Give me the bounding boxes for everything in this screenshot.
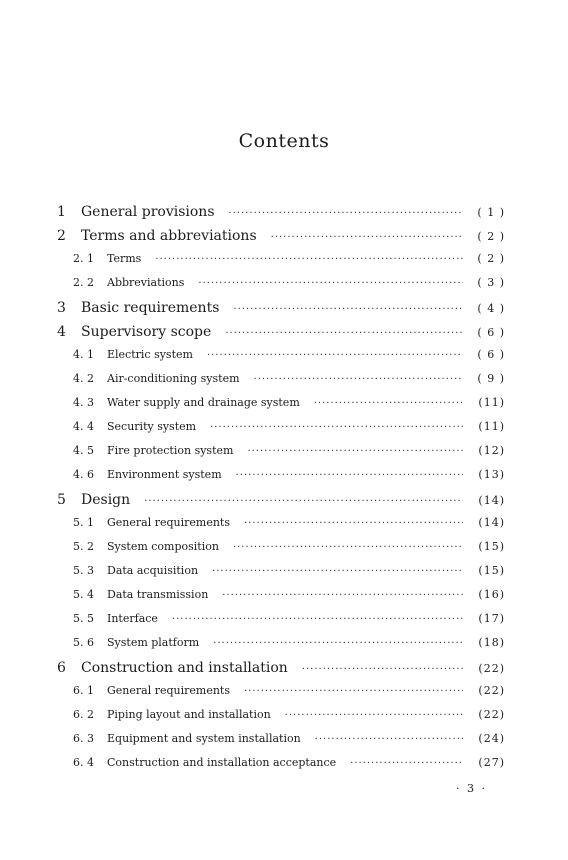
toc-title: Equipment and system installation <box>107 732 301 745</box>
toc-title: Construction and installation <box>81 660 288 676</box>
dot-leader <box>155 254 463 265</box>
toc-entry-6-1[interactable] <box>57 684 505 708</box>
toc-title: Terms and abbreviations <box>81 228 257 244</box>
toc-title: Electric system <box>107 348 193 361</box>
toc-page: (11) <box>478 420 505 433</box>
toc-page: ( 3 ) <box>477 276 505 289</box>
toc-title: Security system <box>107 420 197 433</box>
toc-title: Air-conditioning system <box>107 372 240 385</box>
toc-number: 4. 5 <box>73 444 94 457</box>
toc-entry-6-4[interactable] <box>57 756 505 780</box>
toc-number: 6 <box>57 660 66 676</box>
toc-number: 5 <box>57 492 66 508</box>
toc-number: 5. 1 <box>73 516 94 529</box>
dot-leader <box>198 278 463 289</box>
toc-entry-1[interactable] <box>57 204 505 228</box>
toc-page: (14) <box>478 494 505 507</box>
toc-entry-4-2[interactable] <box>57 372 505 396</box>
dot-leader <box>210 422 463 433</box>
dot-leader <box>233 304 463 315</box>
toc-entry-5-5[interactable] <box>57 612 505 636</box>
dot-leader <box>350 758 463 769</box>
toc-number: 3 <box>57 300 66 316</box>
toc-title: Interface <box>107 612 158 625</box>
toc-page: (24) <box>478 732 505 745</box>
toc-number: 4. 6 <box>73 468 94 481</box>
toc-title: Design <box>81 492 131 508</box>
toc-page: (22) <box>478 662 505 675</box>
toc-entry-4-5[interactable] <box>57 444 505 468</box>
toc-page: ( 2 ) <box>477 252 505 265</box>
toc-title: Construction and installation acceptance <box>107 756 337 769</box>
toc-number: 5. 3 <box>73 564 94 577</box>
toc-entry-6-3[interactable] <box>57 732 505 756</box>
toc-number: 4. 3 <box>73 396 94 409</box>
dot-leader <box>207 350 463 361</box>
dot-leader <box>236 470 463 481</box>
toc-title: Environment system <box>107 468 222 481</box>
toc-page: (12) <box>478 444 505 457</box>
toc-title: Data transmission <box>107 588 209 601</box>
toc-title: System platform <box>107 636 200 649</box>
toc-number: 5. 4 <box>73 588 94 601</box>
toc-entry-2-1[interactable] <box>57 252 505 276</box>
dot-leader <box>302 664 463 675</box>
toc-page: (15) <box>478 540 505 553</box>
toc-number: 4. 4 <box>73 420 94 433</box>
toc-title: Water supply and drainage system <box>107 396 300 409</box>
toc-number: 6. 2 <box>73 708 94 721</box>
toc-title: Terms <box>107 252 142 265</box>
toc-page: (13) <box>478 468 505 481</box>
toc-title: General requirements <box>107 516 230 529</box>
toc-number: 1 <box>57 204 66 220</box>
toc-entry-6[interactable] <box>57 660 505 684</box>
toc-entry-4[interactable] <box>57 324 505 348</box>
toc-page: (11) <box>478 396 505 409</box>
toc-number: 6. 3 <box>73 732 94 745</box>
toc-entry-5[interactable] <box>57 492 505 516</box>
toc-number: 4. 2 <box>73 372 94 385</box>
toc-number: 6. 1 <box>73 684 94 697</box>
toc-page: (17) <box>478 612 505 625</box>
toc-page: (27) <box>478 756 505 769</box>
toc-page: ( 1 ) <box>477 206 505 219</box>
dot-leader <box>213 638 463 649</box>
toc-page: ( 6 ) <box>477 348 505 361</box>
dot-leader <box>285 710 463 721</box>
toc-title: Basic requirements <box>81 300 220 316</box>
toc-title: Fire protection system <box>107 444 234 457</box>
toc-title: System composition <box>107 540 219 553</box>
dot-leader <box>247 446 463 457</box>
dot-leader <box>314 398 463 409</box>
toc-page: (16) <box>478 588 505 601</box>
toc-entry-2[interactable] <box>57 228 505 252</box>
toc-number: 5. 6 <box>73 636 94 649</box>
toc-number: 2 <box>57 228 66 244</box>
toc-entry-3[interactable] <box>57 300 505 324</box>
toc-entry-6-2[interactable] <box>57 708 505 732</box>
toc-title: Abbreviations <box>107 276 185 289</box>
toc-entry-4-1[interactable] <box>57 348 505 372</box>
dot-leader <box>244 686 463 697</box>
toc-number: 2. 2 <box>73 276 94 289</box>
toc-number: 4. 1 <box>73 348 94 361</box>
dot-leader <box>315 734 463 745</box>
toc-number: 6. 4 <box>73 756 94 769</box>
toc-title: Supervisory scope <box>81 324 212 340</box>
table-of-contents <box>57 204 505 780</box>
toc-number: 5. 2 <box>73 540 94 553</box>
toc-entry-2-2[interactable] <box>57 276 505 300</box>
toc-entry-5-4[interactable] <box>57 588 505 612</box>
dot-leader <box>222 590 463 601</box>
toc-number: 2. 1 <box>73 252 94 265</box>
toc-entry-5-2[interactable] <box>57 540 505 564</box>
toc-entry-5-3[interactable] <box>57 564 505 588</box>
toc-page: (15) <box>478 564 505 577</box>
toc-page: (22) <box>478 708 505 721</box>
toc-page: (14) <box>478 516 505 529</box>
dot-leader <box>212 566 463 577</box>
toc-page: ( 9 ) <box>477 372 505 385</box>
toc-number: 4 <box>57 324 66 340</box>
toc-number: 5. 5 <box>73 612 94 625</box>
toc-entry-4-6[interactable] <box>57 468 505 492</box>
toc-entry-5-1[interactable] <box>57 516 505 540</box>
toc-page: (22) <box>478 684 505 697</box>
toc-page: ( 4 ) <box>477 302 505 315</box>
dot-leader <box>172 614 463 625</box>
toc-title: Piping layout and installation <box>107 708 271 721</box>
dot-leader <box>271 232 463 243</box>
dot-leader <box>229 208 464 219</box>
page-number: · 3 · <box>456 782 487 795</box>
toc-entry-4-3[interactable] <box>57 396 505 420</box>
toc-title: General requirements <box>107 684 230 697</box>
dot-leader <box>254 374 463 385</box>
toc-title: General provisions <box>81 204 215 220</box>
dot-leader <box>225 328 463 339</box>
toc-title: Data acquisition <box>107 564 199 577</box>
dot-leader <box>244 518 463 529</box>
toc-page: ( 2 ) <box>477 230 505 243</box>
toc-page: ( 6 ) <box>477 326 505 339</box>
dot-leader <box>233 542 463 553</box>
toc-entry-4-4[interactable] <box>57 420 505 444</box>
toc-entry-5-6[interactable] <box>57 636 505 660</box>
dot-leader <box>144 496 463 507</box>
page-title: Contents <box>238 130 330 152</box>
toc-page: (18) <box>478 636 505 649</box>
